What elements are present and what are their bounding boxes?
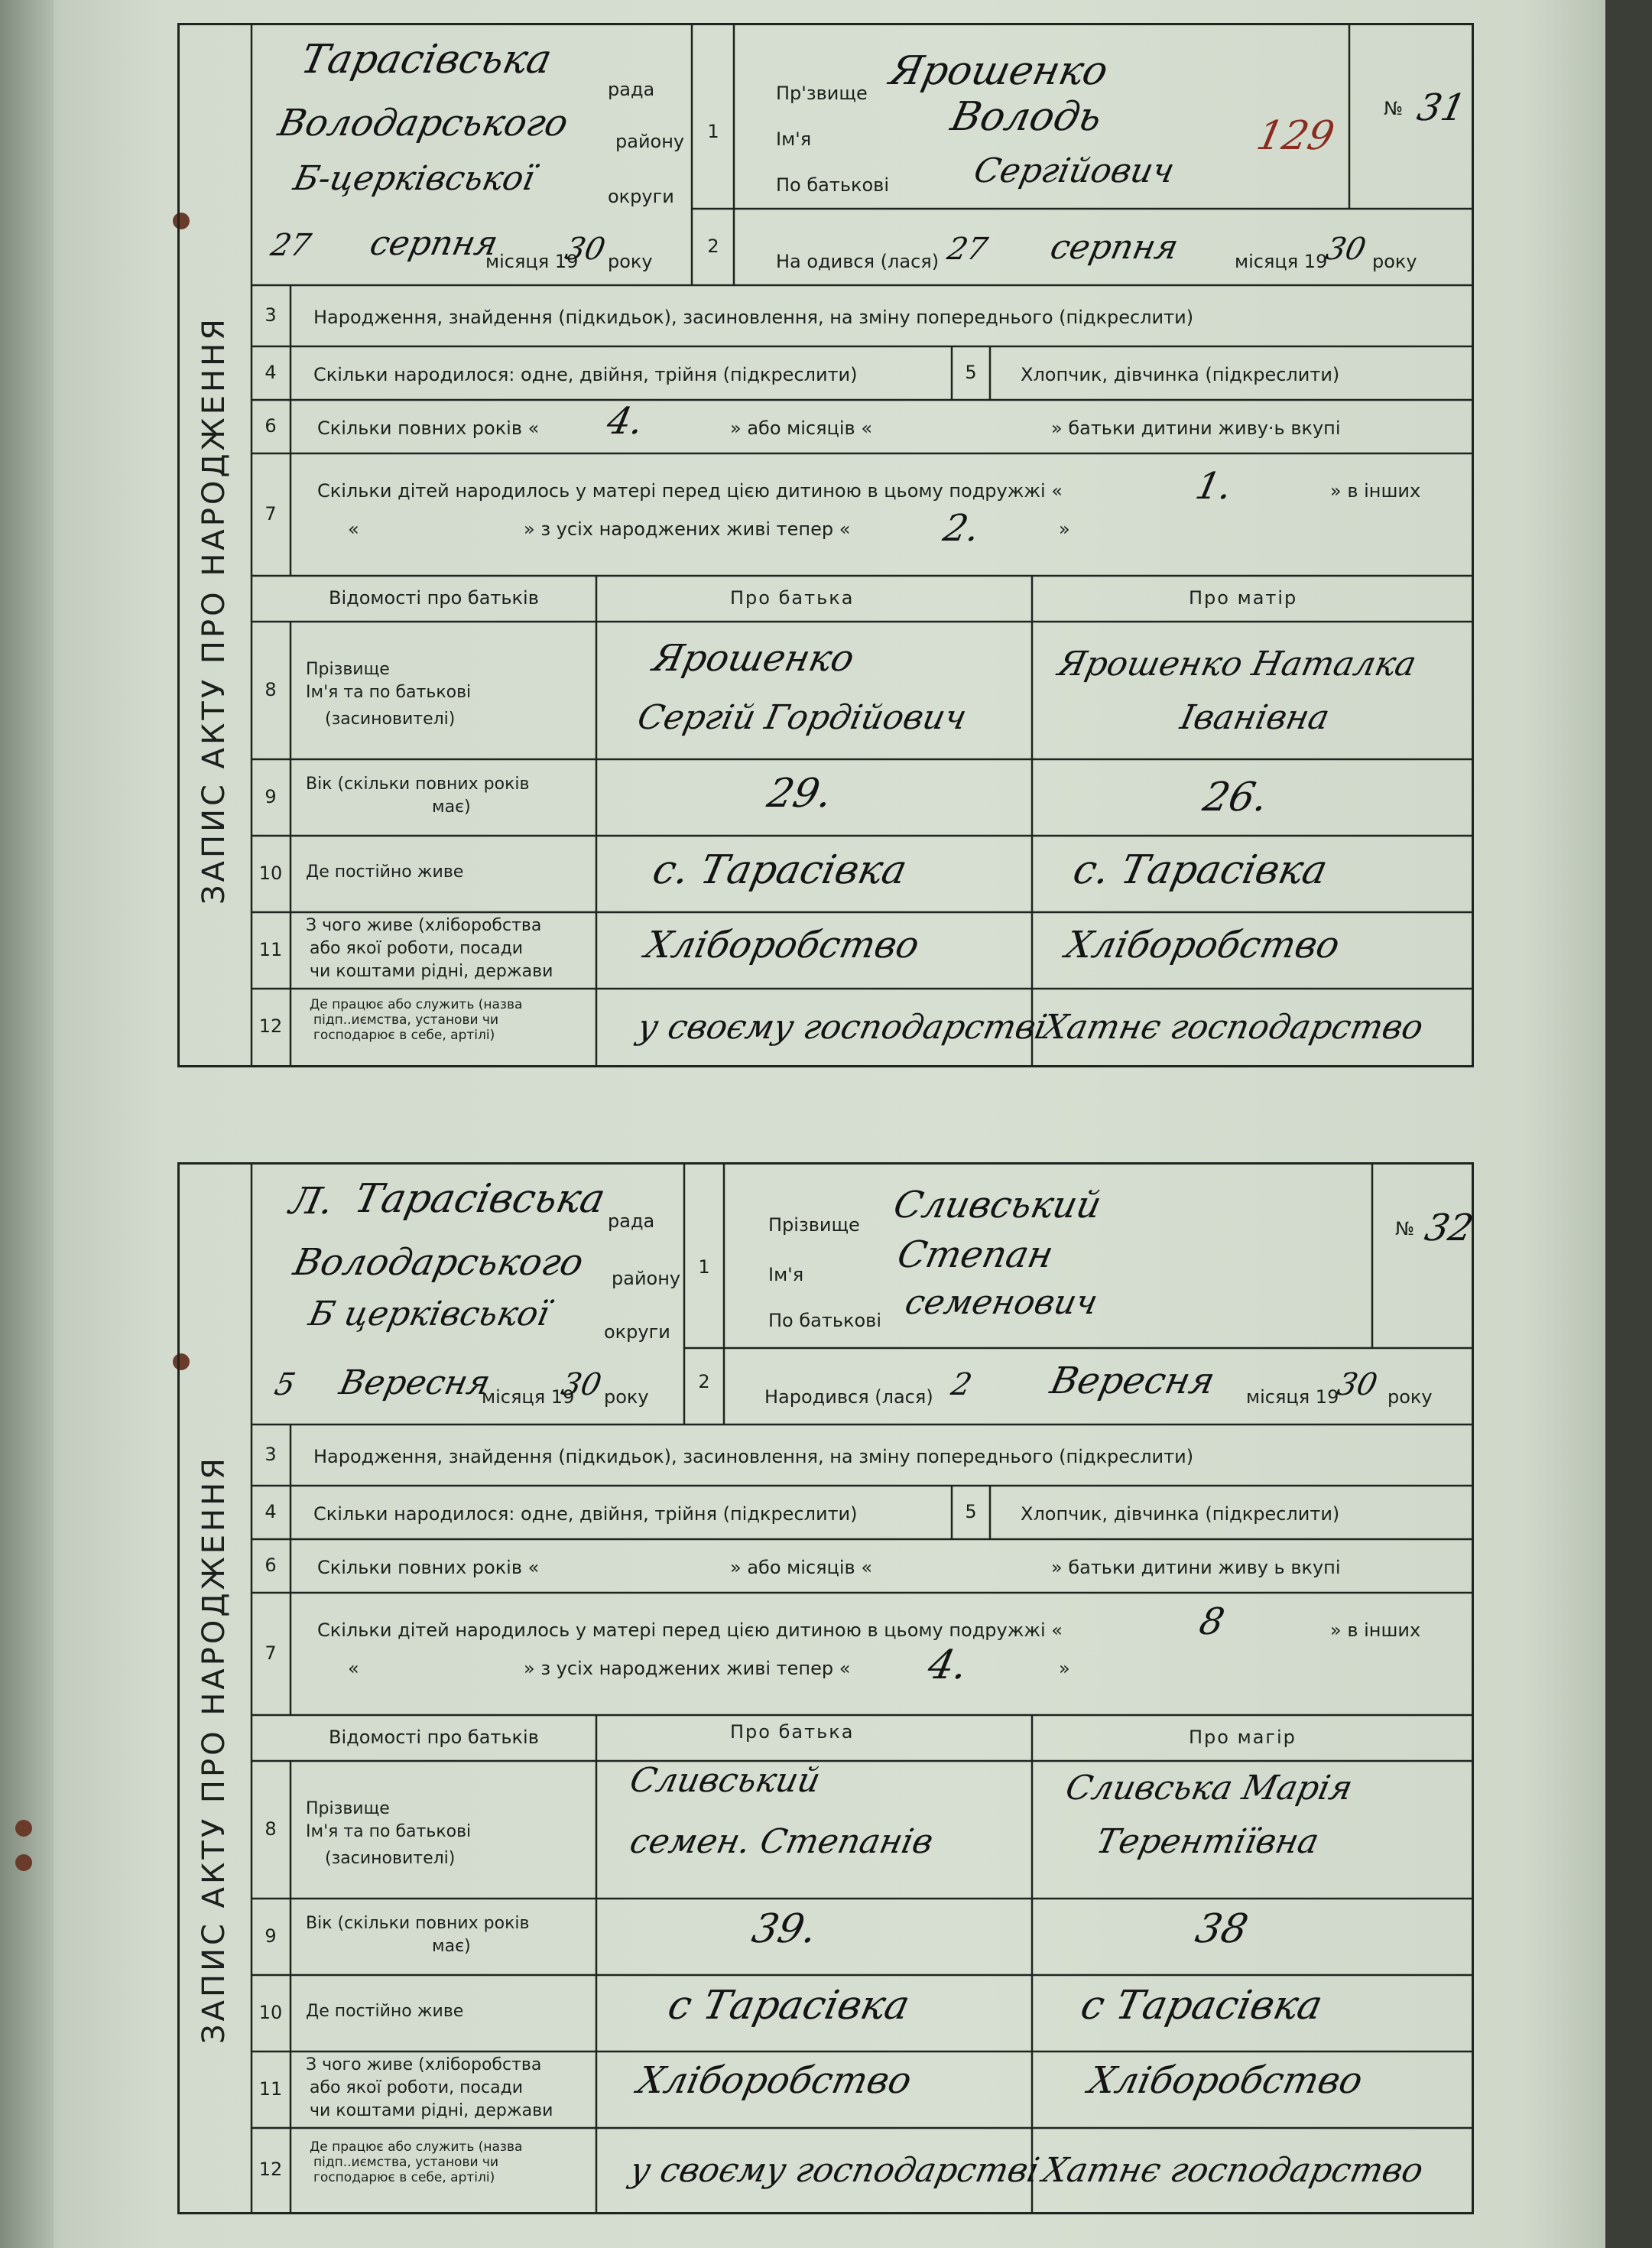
quote-close: » bbox=[1059, 518, 1070, 540]
reg-day: 5 bbox=[271, 1367, 299, 1402]
born-year-label: року bbox=[1387, 1386, 1433, 1408]
okrug-handwritten: Б церківської bbox=[305, 1295, 553, 1334]
row-number: 1 bbox=[707, 121, 719, 142]
years-together: 4. bbox=[603, 400, 647, 443]
father-name: семен. Степанів bbox=[626, 1822, 937, 1861]
parents-info-header: Відомості про батьків bbox=[329, 587, 539, 609]
record-number-label: № bbox=[1395, 1218, 1414, 1239]
row-number: 11 bbox=[258, 939, 283, 960]
row-number: 2 bbox=[707, 236, 719, 257]
child-patronymic: Сергійович bbox=[970, 151, 1178, 190]
row-number: 6 bbox=[265, 1554, 277, 1576]
years-together-label: Скільки повних років « bbox=[317, 417, 540, 439]
row-number: 5 bbox=[965, 362, 977, 383]
okrug-label: округи bbox=[604, 1321, 670, 1343]
name-label: Ім'я bbox=[776, 128, 812, 150]
born-month-label: місяця 19 bbox=[1246, 1386, 1339, 1408]
row-number: 10 bbox=[258, 862, 283, 884]
father-age: 29. bbox=[763, 771, 837, 817]
patronymic-label: По батькові bbox=[776, 174, 889, 196]
parent-name-label: Ім'я та по батькові bbox=[306, 1822, 472, 1841]
father-name: Сливський bbox=[626, 1761, 824, 1800]
multiple-birth-text: Скільки народилося: одне, двійня, трійня (підкреслити) bbox=[313, 1503, 858, 1525]
mother-header: Про матір bbox=[1189, 587, 1298, 609]
father-residence: с. Тарасівка bbox=[648, 847, 911, 893]
born-day: 2 bbox=[948, 1367, 975, 1402]
age-label: має) bbox=[432, 798, 471, 817]
okrug-label: округи bbox=[608, 186, 674, 207]
birth-record-32 bbox=[177, 1162, 1478, 2214]
birth-record-31 bbox=[177, 23, 1474, 1067]
father-livelihood: Хліборобство bbox=[641, 924, 923, 966]
council-label: рада bbox=[608, 1210, 655, 1232]
patronymic-label: По батькові bbox=[768, 1310, 881, 1331]
livelihood-label: З чого живе (хліборобства bbox=[306, 916, 542, 935]
archive-stamp-number: 129 bbox=[1252, 113, 1339, 159]
binding-hole bbox=[15, 1820, 32, 1837]
child-patronymic: семенович bbox=[901, 1283, 1102, 1322]
residence-label: Де постійно живе bbox=[306, 862, 464, 882]
name-label: Ім'я bbox=[768, 1264, 804, 1285]
quote-open: « bbox=[348, 518, 359, 540]
surname-label: Пр'звище bbox=[776, 83, 868, 104]
alive-now: 4. bbox=[923, 1642, 972, 1688]
child-name: Степан bbox=[894, 1233, 1057, 1276]
mother-header: Про магір bbox=[1189, 1727, 1297, 1748]
mother-age: 26. bbox=[1199, 775, 1273, 820]
born-month: серпня bbox=[1047, 228, 1182, 267]
born-label: На одився (лася) bbox=[776, 251, 940, 272]
workplace-label: господарює в себе, артілі) bbox=[313, 2170, 495, 2185]
multiple-birth-text: Скільки народилося: одне, двійня, трійня (підкреслити) bbox=[313, 364, 858, 385]
page-binding-edge bbox=[0, 0, 54, 2248]
age-label: Вік (скільки повних років bbox=[306, 1914, 530, 1933]
livelihood-label: або якої роботи, посади bbox=[310, 2078, 524, 2097]
father-name: Ярошенко bbox=[649, 637, 858, 680]
prev-children: 1. bbox=[1192, 465, 1236, 508]
other-marriages-label: » в інших bbox=[1330, 1619, 1421, 1641]
workplace-label: Де працює або служить (назва bbox=[310, 997, 523, 1012]
alive-now: 2. bbox=[940, 507, 984, 550]
reg-day: 27 bbox=[268, 228, 314, 263]
livelihood-label: чи коштами рідні, держави bbox=[310, 2101, 553, 2120]
reg-month: серпня bbox=[366, 224, 501, 263]
reg-year: 30 bbox=[562, 232, 609, 267]
child-surname: Ярошенко bbox=[885, 48, 1112, 94]
record-number-label: № bbox=[1384, 98, 1403, 119]
born-year-label: року bbox=[1372, 251, 1417, 272]
alive-now-label: » з усіх народжених живі тепер « bbox=[524, 518, 851, 540]
row-number: 8 bbox=[265, 1818, 277, 1840]
row-number: 3 bbox=[265, 304, 277, 326]
reg-month-label: місяця 19 bbox=[482, 1386, 575, 1408]
row-number: 11 bbox=[258, 2078, 283, 2100]
council-prefix-handwritten: Л. bbox=[286, 1180, 338, 1223]
mother-workplace: Хатнє господарство bbox=[1039, 1008, 1427, 1047]
reg-month-label: місяця 19 bbox=[485, 251, 579, 272]
row-number: 6 bbox=[265, 415, 277, 437]
father-workplace: у своєму господарстві bbox=[626, 2151, 1043, 2190]
row-number: 8 bbox=[265, 679, 277, 700]
row-number: 7 bbox=[265, 503, 277, 525]
quote-close: » bbox=[1059, 1658, 1070, 1679]
born-month-label: місяця 19 bbox=[1235, 251, 1328, 272]
reg-year-label: року bbox=[604, 1386, 649, 1408]
council-label: рада bbox=[608, 79, 655, 100]
okrug-handwritten: Б-церківської bbox=[290, 159, 538, 198]
mother-name: Сливська Марія bbox=[1062, 1769, 1356, 1808]
months-label: » або місяців « bbox=[730, 1557, 872, 1578]
father-residence: с Тарасівка bbox=[664, 1983, 914, 2029]
row-number: 7 bbox=[265, 1642, 277, 1664]
sex-text: Хлопчик, дівчинка (підкреслити) bbox=[1021, 364, 1340, 385]
row-number: 4 bbox=[265, 1501, 277, 1522]
father-header: Про батька bbox=[730, 1721, 855, 1743]
workplace-label: підп..иємства, установи чи bbox=[313, 2155, 499, 2170]
years-together-label: Скільки повних років « bbox=[317, 1557, 540, 1578]
born-year: 30 bbox=[1323, 232, 1369, 267]
row-number: 9 bbox=[265, 1925, 277, 1947]
livelihood-label: або якої роботи, посади bbox=[310, 939, 524, 958]
mother-age: 38 bbox=[1191, 1906, 1252, 1952]
sex-text: Хлопчик, дівчинка (підкреслити) bbox=[1021, 1503, 1340, 1525]
district-label: району bbox=[612, 1268, 681, 1289]
record-number: 31 bbox=[1413, 86, 1470, 129]
record-number: 32 bbox=[1421, 1207, 1478, 1249]
mother-name: Терентіївна bbox=[1092, 1822, 1323, 1861]
child-name: Володь bbox=[946, 94, 1106, 140]
born-day: 27 bbox=[944, 232, 991, 267]
workplace-label: господарює в себе, артілі) bbox=[313, 1028, 495, 1043]
prev-children-label: Скільки дітей народилось у матері перед цією дитиною в цьому подружжі « bbox=[317, 1619, 1063, 1641]
row-number: 4 bbox=[265, 362, 277, 383]
father-workplace: у своєму господарстві bbox=[634, 1008, 1050, 1047]
parent-name-label: Прізвище bbox=[306, 660, 390, 679]
council-handwritten: Тарасівська bbox=[350, 1176, 609, 1222]
mother-workplace: Хатнє господарство bbox=[1039, 2151, 1427, 2190]
father-age: 39. bbox=[748, 1906, 822, 1952]
row-number: 1 bbox=[698, 1256, 710, 1278]
row-number: 5 bbox=[965, 1501, 977, 1522]
months-label: » або місяців « bbox=[730, 417, 872, 439]
parent-name-label: (засиновителі) bbox=[325, 710, 456, 729]
row-number: 3 bbox=[265, 1444, 277, 1465]
father-name: Сергій Гордійович bbox=[634, 698, 970, 737]
child-surname: Сливський bbox=[890, 1184, 1105, 1226]
reg-year-label: року bbox=[608, 251, 653, 272]
reg-year: 30 bbox=[558, 1367, 605, 1402]
other-marriages-label: » в інших bbox=[1330, 480, 1421, 502]
prev-children-label: Скільки дітей народилось у матері перед цією дитиною в цьому подружжі « bbox=[317, 480, 1063, 502]
residence-label: Де постійно живе bbox=[306, 2002, 464, 2021]
record-vertical-title: ЗАПИС АКТУ ПРО НАРОДЖЕННЯ bbox=[196, 316, 232, 905]
age-label: має) bbox=[432, 1937, 471, 1956]
district-handwritten: Володарського bbox=[274, 102, 573, 145]
mother-livelihood: Хліборобство bbox=[1085, 2059, 1367, 2102]
born-month: Вересня bbox=[1047, 1360, 1219, 1402]
workplace-label: Де працює або служить (назва bbox=[310, 2139, 523, 2155]
mother-name: Ярошенко Наталка bbox=[1054, 645, 1420, 684]
livelihood-label: З чого живе (хліборобства bbox=[306, 2055, 542, 2074]
council-handwritten: Тарасівська bbox=[297, 37, 556, 83]
row-number: 12 bbox=[258, 2159, 283, 2180]
quote-open: « bbox=[348, 1658, 359, 1679]
reg-month: Вересня bbox=[336, 1363, 494, 1402]
livelihood-label: чи коштами рідні, держави bbox=[310, 962, 553, 981]
parents-together-label: » батьки дитини живу ь вкупі bbox=[1051, 1557, 1341, 1578]
age-label: Вік (скільки повних років bbox=[306, 775, 530, 794]
row-number: 2 bbox=[698, 1371, 710, 1392]
parent-name-label: Ім'я та по батькові bbox=[306, 683, 472, 702]
binding-hole bbox=[15, 1854, 32, 1871]
row-number: 12 bbox=[258, 1015, 283, 1037]
record-vertical-title: ЗАПИС АКТУ ПРО НАРОДЖЕННЯ bbox=[196, 1455, 232, 2044]
born-year: 30 bbox=[1334, 1367, 1381, 1402]
event-type-text: Народження, знайдення (підкидьок), засиновлення, на зміну попереднього (підкреслити) bbox=[313, 1446, 1194, 1467]
parents-together-label: » батьки дитини живу·ь вкупі bbox=[1051, 417, 1341, 439]
event-type-text: Народження, знайдення (підкидьок), засиновлення, на зміну попереднього (підкреслити) bbox=[313, 307, 1194, 328]
row-number: 9 bbox=[265, 786, 277, 807]
father-livelihood: Хліборобство bbox=[634, 2059, 916, 2102]
row-number: 10 bbox=[258, 2002, 283, 2023]
workplace-label: підп..иємства, установи чи bbox=[313, 1012, 499, 1028]
district-handwritten: Володарського bbox=[290, 1241, 588, 1284]
parent-name-label: (засиновителі) bbox=[325, 1849, 456, 1868]
mother-name: Іванівна bbox=[1177, 698, 1333, 737]
father-header: Про батька bbox=[730, 587, 855, 609]
born-label: Народився (лася) bbox=[764, 1386, 933, 1408]
district-label: району bbox=[615, 131, 685, 152]
parent-name-label: Прізвище bbox=[306, 1799, 390, 1818]
alive-now-label: » з усіх народжених живі тепер « bbox=[524, 1658, 851, 1679]
parents-info-header: Відомості про батьків bbox=[329, 1727, 539, 1748]
mother-livelihood: Хліборобство bbox=[1062, 924, 1344, 966]
mother-residence: с Тарасівка bbox=[1076, 1983, 1327, 2029]
surname-label: Прізвище bbox=[768, 1214, 860, 1236]
mother-residence: с. Тарасівка bbox=[1069, 847, 1332, 893]
prev-children: 8 bbox=[1196, 1600, 1228, 1643]
